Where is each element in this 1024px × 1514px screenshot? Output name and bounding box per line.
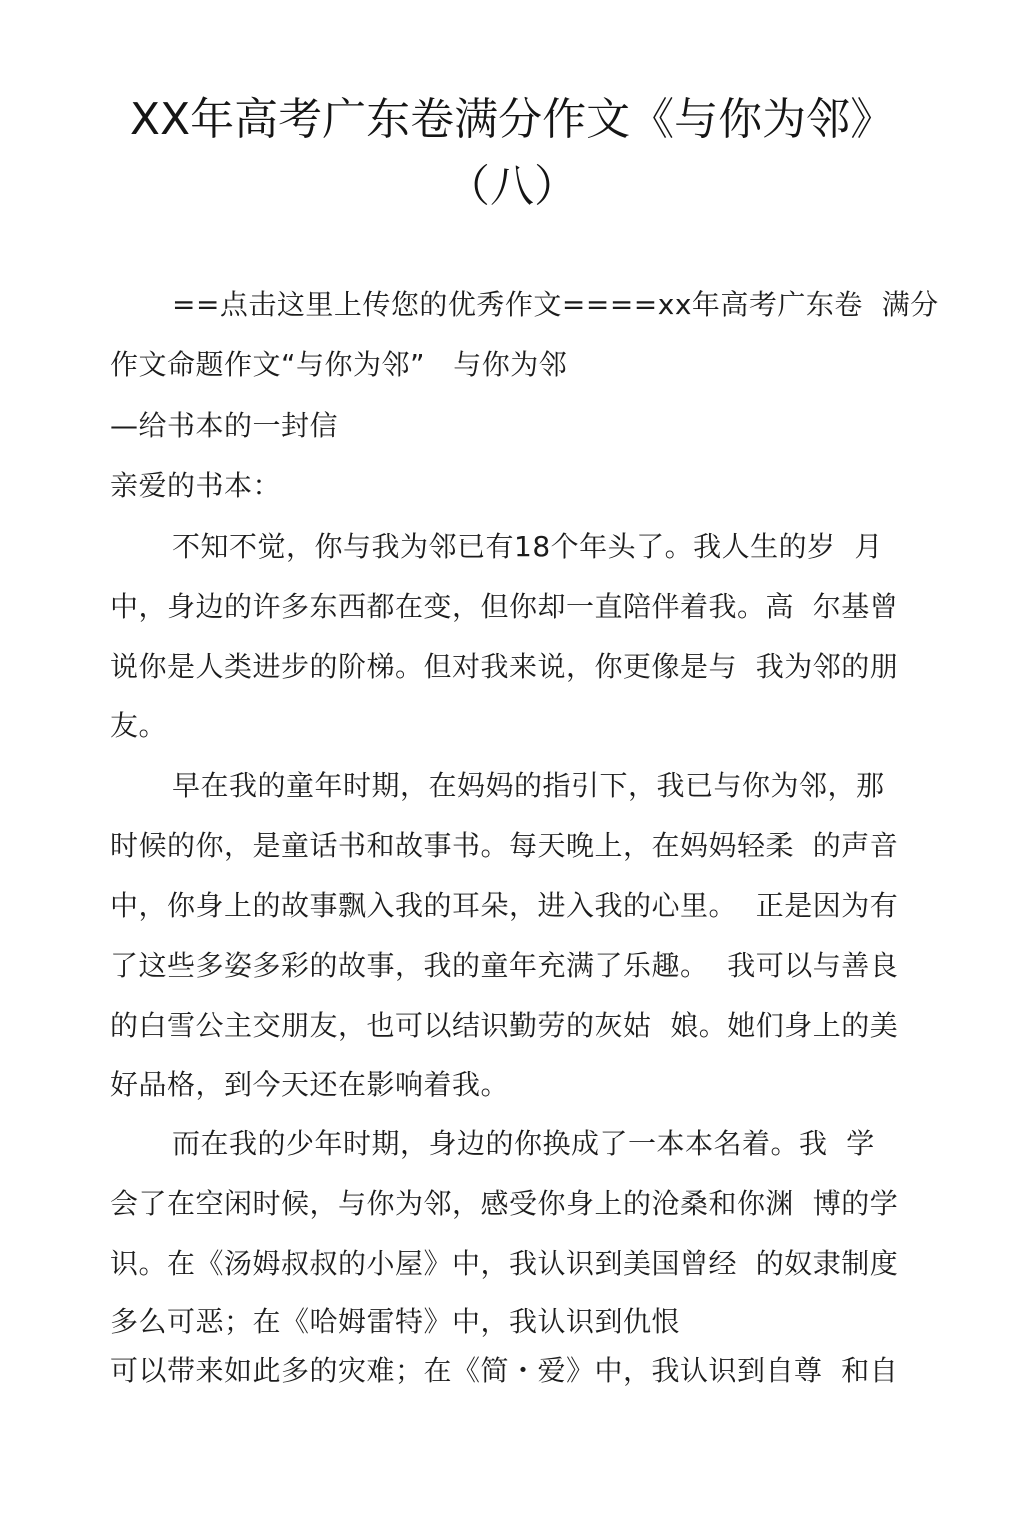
document-title-suffix: （八） — [446, 161, 578, 212]
paragraph-line: 早在我的童年时期，在妈妈的指引下，我已与你为邻，那 — [172, 769, 885, 802]
paragraph-line: 多么可恶；在《哈姆雷特》中，我认识到仇恨 — [110, 1305, 681, 1338]
paragraph-line: 的白雪公主交朋友，也可以结识勤劳的灰姑 娘。她们身上的美 — [110, 1009, 899, 1042]
paragraph-line: 时候的你，是童话书和故事书。每天晚上，在妈妈轻柔 的声音 — [110, 829, 899, 862]
paragraph-line: 亲爱的书本： — [110, 469, 282, 502]
paragraph-line: 说你是人类进步的阶梯。但对我来说，你更像是与 我为邻的朋 — [110, 650, 899, 683]
paragraph-line: 好品格，到今天还在影响着我。 — [110, 1068, 510, 1101]
paragraph-line: —给书本的一封信 — [110, 409, 339, 442]
paragraph-line: 而在我的少年时期，身边的你换成了一本本名着。我 学 — [172, 1127, 875, 1160]
paragraph-line: 中，身边的许多东西都在变，但你却一直陪伴着我。高 尔基曾 — [110, 590, 899, 623]
paragraph-line: 友。 — [110, 709, 168, 742]
paragraph-line: 了这些多姿多彩的故事，我的童年充满了乐趣。 我可以与善良 — [110, 949, 899, 982]
paragraph-line: 不知不觉，你与我为邻已有18个年头了。我人生的岁 月 — [172, 530, 883, 563]
paragraph-line: 会了在空闲时候，与你为邻，感受你身上的沧桑和你渊 博的学 — [110, 1187, 899, 1220]
paragraph-line: ==点击这里上传您的优秀作文====xx年高考广东卷 满分 — [172, 288, 939, 321]
paragraph-line: 中，你身上的故事飘入我的耳朵，进入我的心里。 正是因为有 — [110, 889, 899, 922]
paragraph-line: 可以带来如此多的灾难；在《简・爱》中，我认识到自尊 和自 — [110, 1354, 899, 1387]
paragraph-line: 作文命题作文“与你为邻” 与你为邻 — [110, 348, 568, 381]
document-title: XX年高考广东卷满分作文《与你为邻》 — [129, 94, 895, 145]
paragraph-line: 识。在《汤姆叔叔的小屋》中，我认识到美国曾经 的奴隶制度 — [110, 1247, 899, 1280]
